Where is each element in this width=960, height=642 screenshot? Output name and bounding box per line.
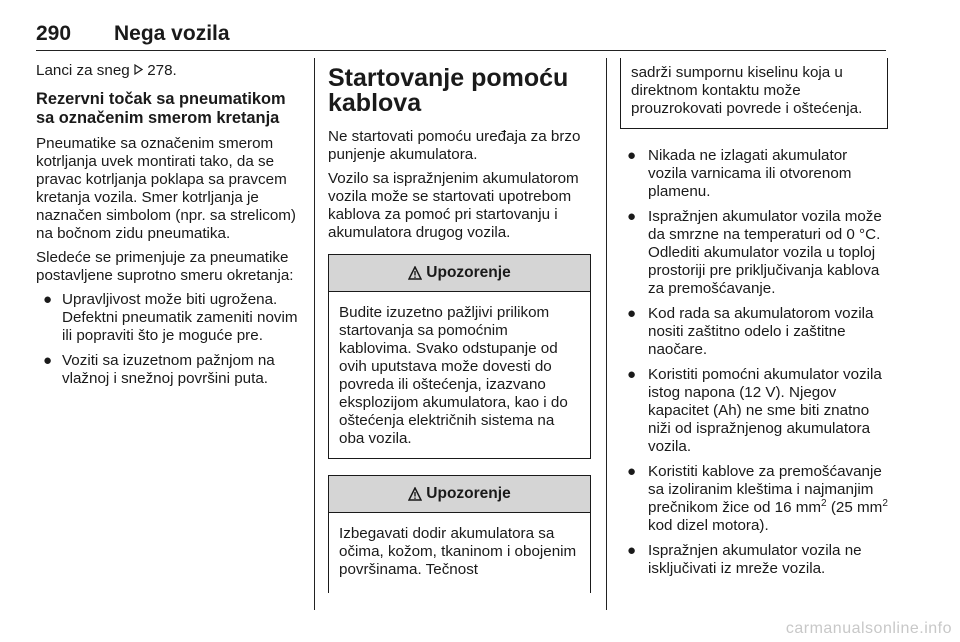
header-rule xyxy=(36,50,886,51)
warning-header: Upozorenje xyxy=(329,255,590,292)
bullet-icon: ● xyxy=(627,366,637,383)
bullet-icon: ● xyxy=(627,147,637,164)
bullet-icon: ● xyxy=(627,542,637,559)
bullet-icon: ● xyxy=(43,352,53,369)
column-1 xyxy=(36,62,300,395)
list-item: ● Ispražnjen akumulator vozila može da smrzne na temperaturi od 0 °C. Odlediti akumulator vozila u toploj prostoriji pre priključivanja kablova za premošćavanje. xyxy=(627,208,882,297)
column-2 xyxy=(328,62,591,593)
paragraph: Ne startovati pomoću uređaja za brzo punjenje akumulatora. xyxy=(328,128,581,163)
warning-text: Budite izuzetno pažljivi prilikom startovanja sa pomoćnim kablovima. Svako odstupanje od ovih uputstava može dovesti do povreda ili oštećenja, izazvano eksplozijom akumulatora, kao i do oštećenja električnih sistema na oba vozila. xyxy=(339,304,568,447)
warning-continuation: sadrži sumpornu kiselinu koja u direktnom kontaktu može prouzrokovati povrede i oštećenja. xyxy=(620,58,888,129)
section-title: Nega vozila xyxy=(114,22,230,45)
list-item: ● Ispražnjen akumulator vozila ne isključivati iz mreže vozila. xyxy=(627,542,862,577)
list-item: ● Koristiti pomoćni akumulator vozila istog napona (12 V). Njegov kapacitet (Ah) ne sme biti znatno niži od ispražnjenog akumulatora vozila. xyxy=(627,366,882,455)
bullet-icon: ● xyxy=(627,305,637,322)
warning-box xyxy=(328,254,591,459)
warning-triangle-icon xyxy=(408,487,422,501)
page-header xyxy=(36,22,886,52)
list-item: ● Nikada ne izlagati akumulator vozila varnicama ili otvorenom plamenu. xyxy=(627,147,852,200)
triangle-right-icon xyxy=(134,62,143,80)
watermark: carmanualsonline.info xyxy=(785,620,952,637)
bullet-list xyxy=(620,147,888,578)
bullet-list xyxy=(36,291,300,388)
column-divider-1 xyxy=(314,58,315,610)
paragraph: Vozilo sa ispražnjenim akumulatorom vozila može se startovati upotrebom kablova za pomoć pri startovanju i akumulatora drugog vozila. xyxy=(328,170,579,241)
page-reference-link[interactable]: 278. xyxy=(147,62,177,79)
warning-header: Upozorenje xyxy=(329,476,590,513)
warning-triangle-icon xyxy=(408,266,422,280)
warning-box xyxy=(328,475,591,593)
warning-text: Izbegavati dodir akumulatora sa očima, kožom, tkaninom i obojenim površinama. Tečnost xyxy=(328,513,591,593)
bullet-icon: ● xyxy=(627,463,637,480)
jump-start-title: Startovanje pomoću kablova xyxy=(328,64,569,117)
list-item: ● Koristiti kablove za premošćavanje sa izoliranim kleštima i najmanjim prečnikom žice od 16 $mm^2$ (25 $mm^2$ kod dizel motora). xyxy=(627,463,888,534)
column-3 xyxy=(620,62,888,585)
list-item: ● Upravljivost može biti ugrožena. Defektni pneumatik zameniti novim ili popraviti što je moguće pre. xyxy=(43,291,298,344)
bullet-icon: ● xyxy=(43,291,53,308)
list-item: ● Voziti sa izuzetnom pažnjom na vlažnoj i snežnoj površini puta. xyxy=(43,352,275,387)
bullet-icon: ● xyxy=(627,208,637,225)
paragraph: Pneumatike sa označenim smerom kotrljanja uvek montirati tako, da se pravac kotrljanja poklapa sa pravcem kretanja vozila. Smer kotrljanja je naznačen simbolom (npr. sa strelicom) na bočnom zidu pneumatika. xyxy=(36,135,296,242)
page-number: 290 xyxy=(36,22,72,45)
column-divider-2 xyxy=(606,58,607,610)
spare-wheel-heading: Rezervni točak sa pneumatikom sa označenim smerom kretanja xyxy=(36,90,286,127)
paragraph: Sledeće se primenjuje za pneumatike postavljene suprotno smeru okretanja: xyxy=(36,249,294,284)
list-item: ● Kod rada sa akumulatorom vozila nositi zaštitno odelo i zaštitne naočare. xyxy=(627,305,874,358)
snow-chains-reference: Lanci za sneg 278. xyxy=(36,62,177,79)
